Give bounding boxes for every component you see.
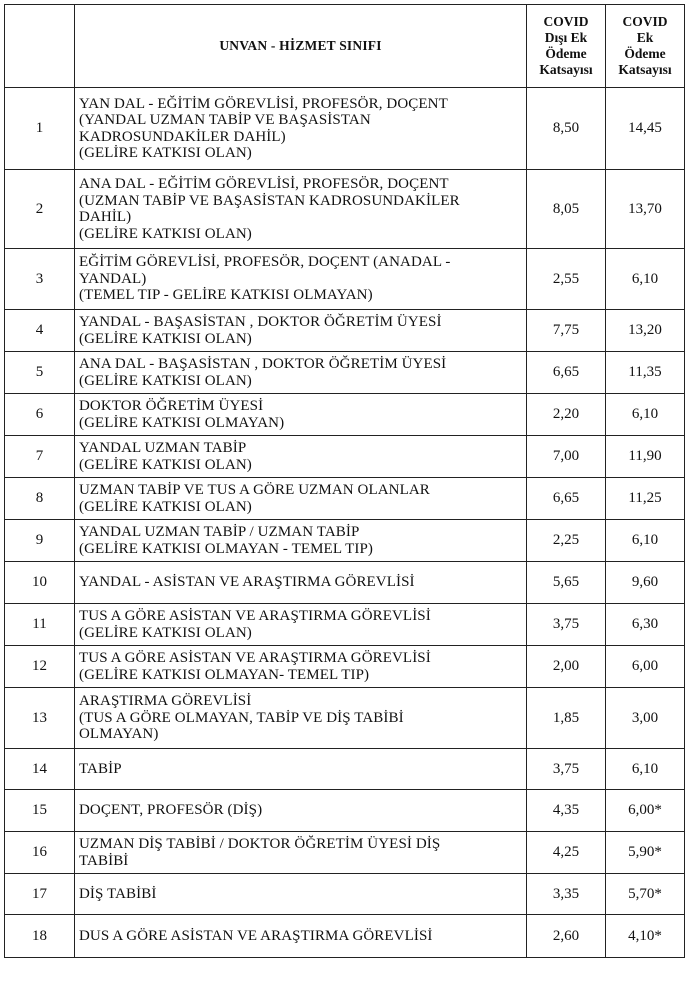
row-title-line: YANDAL UZMAN TABİP [79, 440, 247, 456]
row-title-line: (GELİRE KATKISI OLAN) [79, 372, 252, 389]
row-number: 8 [5, 478, 75, 520]
table-row [5, 436, 685, 478]
row-title-line: (TEMEL TIP - GELİRE KATKISI OLMAYAN) [79, 287, 373, 304]
row-number: 2 [5, 170, 75, 249]
table-row [5, 646, 685, 688]
row-title [75, 646, 527, 688]
header-col-b-line: Katsayısı [618, 62, 672, 77]
row-number: 10 [5, 562, 75, 604]
row-title-line: ANA DAL - BAŞASİSTAN , DOKTOR ÖĞRETİM ÜYESİ [79, 356, 447, 372]
row-title-line: DİŞ TABİBİ [79, 885, 157, 902]
non-covid-coefficient: 1,85 [527, 688, 606, 749]
covid-coefficient: 11,35 [606, 352, 685, 394]
table-header [5, 5, 685, 88]
covid-coefficient: 3,00 [606, 688, 685, 749]
covid-coefficient: 5,90* [606, 832, 685, 874]
row-title-line: (GELİRE KATKISI OLAN) [79, 456, 252, 473]
row-number: 9 [5, 520, 75, 562]
row-title-line: DOKTOR ÖĞRETİM ÜYESİ [79, 398, 264, 414]
table-row [5, 688, 685, 749]
covid-coefficient: 11,90 [606, 436, 685, 478]
row-title-line: (GELİRE KATKISI OLAN) [79, 330, 252, 347]
header-col-b-line: Ek [636, 30, 654, 45]
row-title-line: (GELİRE KATKISI OLAN) [79, 498, 252, 515]
row-number: 15 [5, 790, 75, 832]
row-title [75, 310, 527, 352]
header-col-a-line: COVID [543, 14, 589, 29]
row-number: 5 [5, 352, 75, 394]
covid-coefficient: 11,25 [606, 478, 685, 520]
non-covid-coefficient: 8,05 [527, 170, 606, 249]
table-row [5, 790, 685, 832]
non-covid-coefficient: 3,35 [527, 874, 606, 915]
row-title [75, 749, 527, 790]
row-number: 13 [5, 688, 75, 749]
row-title [75, 790, 527, 832]
table-row [5, 749, 685, 790]
header-no [5, 5, 75, 88]
covid-coefficient: 6,10 [606, 749, 685, 790]
row-title-line: YANDAL - BAŞASİSTAN , DOKTOR ÖĞRETİM ÜYESİ [79, 314, 442, 330]
header-col-a [527, 5, 606, 88]
row-title-line: TABİP [79, 760, 122, 777]
row-title [75, 394, 527, 436]
row-title [75, 352, 527, 394]
header-col-a-line: Dışı Ek [544, 30, 588, 45]
table-row [5, 352, 685, 394]
row-title-line: ANA DAL - EĞİTİM GÖREVLİSİ, PROFESÖR, DOÇENT [79, 176, 449, 192]
table-row [5, 915, 685, 958]
row-number: 3 [5, 249, 75, 310]
row-title [75, 604, 527, 646]
non-covid-coefficient: 2,20 [527, 394, 606, 436]
row-title-line: DUS A GÖRE ASİSTAN VE ARAŞTIRMA GÖREVLİSİ [79, 927, 433, 944]
row-title [75, 88, 527, 170]
non-covid-coefficient: 6,65 [527, 352, 606, 394]
covid-coefficient: 6,30 [606, 604, 685, 646]
row-title-line: TUS A GÖRE ASİSTAN VE ARAŞTIRMA GÖREVLİSİ [79, 650, 431, 666]
covid-coefficient: 13,70 [606, 170, 685, 249]
row-number: 7 [5, 436, 75, 478]
table-row [5, 170, 685, 249]
row-title-line: YANDAL - ASİSTAN VE ARAŞTIRMA GÖREVLİSİ [79, 574, 415, 591]
row-number: 1 [5, 88, 75, 170]
row-title-line: EĞİTİM GÖREVLİSİ, PROFESÖR, DOÇENT (ANADAL - [79, 254, 451, 271]
row-title-line: TUS A GÖRE ASİSTAN VE ARAŞTIRMA GÖREVLİSİ [79, 608, 431, 624]
table-row [5, 874, 685, 915]
row-title-line: YANDAL) [79, 270, 147, 287]
non-covid-coefficient: 2,00 [527, 646, 606, 688]
row-title [75, 170, 527, 249]
coefficient-table [4, 4, 685, 958]
covid-coefficient: 6,00* [606, 790, 685, 832]
row-title-line: DOÇENT, PROFESÖR (DİŞ) [79, 802, 263, 819]
row-title-line: TABİBİ [79, 852, 129, 869]
row-title [75, 436, 527, 478]
row-number: 18 [5, 915, 75, 958]
non-covid-coefficient: 7,00 [527, 436, 606, 478]
non-covid-coefficient: 2,60 [527, 915, 606, 958]
row-title-line: (GELİRE KATKISI OLMAYAN- TEMEL TIP) [79, 666, 370, 683]
row-title-line: YAN DAL - EĞİTİM GÖREVLİSİ, PROFESÖR, DOÇENT [79, 95, 448, 112]
covid-coefficient: 6,10 [606, 394, 685, 436]
row-title-line: KADROSUNDAKİLER DAHİL) [79, 128, 286, 145]
header-col-b-line: Ödeme [624, 46, 666, 61]
covid-coefficient: 14,45 [606, 88, 685, 170]
header-col-b [606, 5, 685, 88]
non-covid-coefficient: 7,75 [527, 310, 606, 352]
row-title [75, 520, 527, 562]
table-row [5, 310, 685, 352]
row-title-line: UZMAN TABİP VE TUS A GÖRE UZMAN OLANLAR [79, 482, 430, 498]
table-row [5, 520, 685, 562]
table-body [5, 88, 685, 958]
row-number: 12 [5, 646, 75, 688]
row-title-line: ARAŞTIRMA GÖREVLİSİ [79, 693, 252, 710]
row-title-line: (GELİRE KATKISI OLAN) [79, 145, 252, 161]
table-row [5, 478, 685, 520]
non-covid-coefficient: 3,75 [527, 749, 606, 790]
row-title [75, 249, 527, 310]
covid-coefficient: 6,00 [606, 646, 685, 688]
table-row [5, 604, 685, 646]
non-covid-coefficient: 8,50 [527, 88, 606, 170]
covid-coefficient: 13,20 [606, 310, 685, 352]
row-title-line: OLMAYAN) [79, 726, 159, 743]
header-row [5, 5, 685, 88]
header-col-a-line: Katsayısı [539, 62, 593, 77]
table-row [5, 88, 685, 170]
row-title [75, 915, 527, 958]
row-title [75, 562, 527, 604]
row-title [75, 478, 527, 520]
non-covid-coefficient: 3,75 [527, 604, 606, 646]
table-row [5, 249, 685, 310]
row-number: 11 [5, 604, 75, 646]
row-title-line: DAHİL) [79, 209, 132, 225]
row-number: 4 [5, 310, 75, 352]
table-row [5, 394, 685, 436]
non-covid-coefficient: 6,65 [527, 478, 606, 520]
row-title-line: (GELİRE KATKISI OLAN) [79, 225, 252, 242]
header-col-a-line: Ödeme [545, 46, 587, 61]
covid-coefficient: 6,10 [606, 249, 685, 310]
header-col-b-line: COVID [622, 14, 668, 29]
non-covid-coefficient: 4,25 [527, 832, 606, 874]
row-title [75, 832, 527, 874]
covid-coefficient: 6,10 [606, 520, 685, 562]
table-row [5, 562, 685, 604]
row-number: 6 [5, 394, 75, 436]
row-title-line: (TUS A GÖRE OLMAYAN, TABİP VE DİŞ TABİBİ [79, 709, 404, 726]
header-title: UNVAN - HİZMET SINIFI [75, 5, 527, 88]
row-title-line: (YANDAL UZMAN TABİP VE BAŞASİSTAN [79, 112, 371, 128]
covid-coefficient: 5,70* [606, 874, 685, 915]
non-covid-coefficient: 4,35 [527, 790, 606, 832]
row-number: 16 [5, 832, 75, 874]
table-row [5, 832, 685, 874]
row-title-line: (GELİRE KATKISI OLMAYAN) [79, 414, 285, 431]
covid-coefficient: 4,10* [606, 915, 685, 958]
row-title-line: (GELİRE KATKISI OLMAYAN - TEMEL TIP) [79, 540, 373, 557]
row-title-line: (GELİRE KATKISI OLAN) [79, 624, 252, 641]
row-title-line: YANDAL UZMAN TABİP / UZMAN TABİP [79, 524, 360, 540]
row-title [75, 874, 527, 915]
row-title-line: UZMAN DİŞ TABİBİ / DOKTOR ÖĞRETİM ÜYESİ DİŞ [79, 836, 441, 852]
non-covid-coefficient: 2,25 [527, 520, 606, 562]
row-title-line: (UZMAN TABİP VE BAŞASİSTAN KADROSUNDAKİLER [79, 192, 460, 209]
row-number: 14 [5, 749, 75, 790]
non-covid-coefficient: 5,65 [527, 562, 606, 604]
covid-coefficient: 9,60 [606, 562, 685, 604]
row-number: 17 [5, 874, 75, 915]
row-title [75, 688, 527, 749]
non-covid-coefficient: 2,55 [527, 249, 606, 310]
